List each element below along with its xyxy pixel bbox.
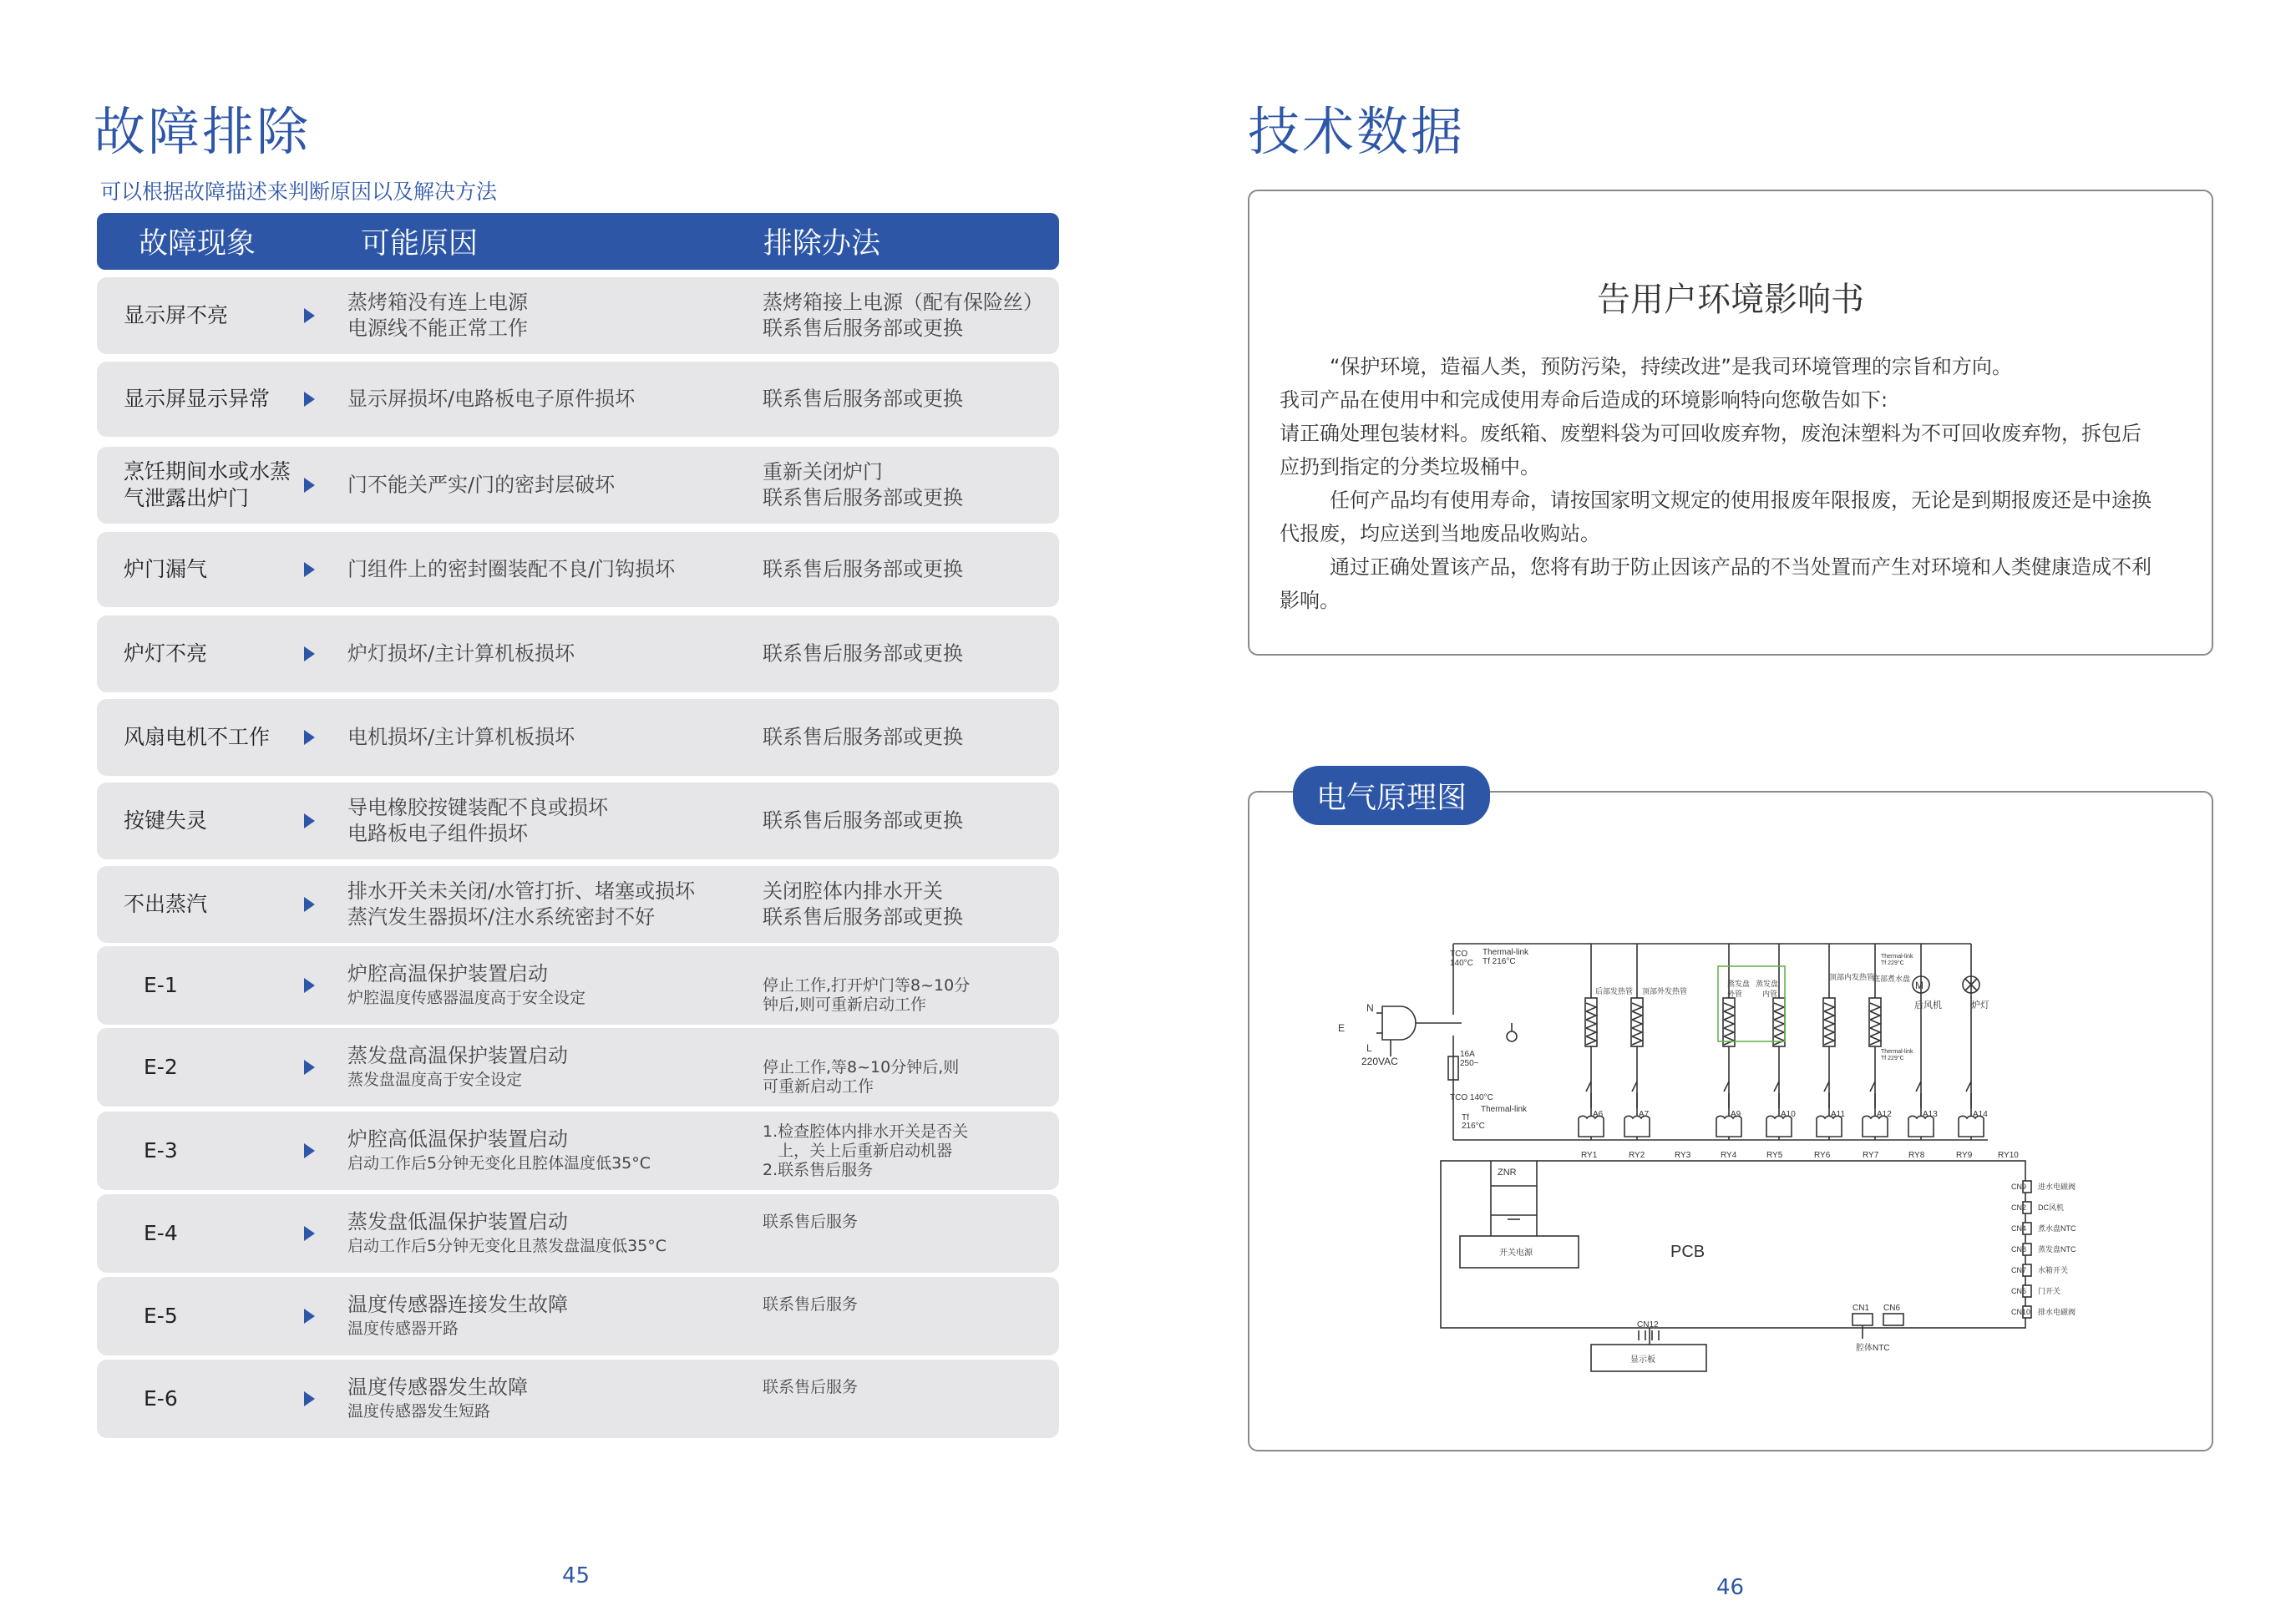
load-sub-outer: 外管 bbox=[1727, 990, 1743, 998]
row-cause bbox=[347, 641, 748, 667]
cause-line: 电机损坏/主计算机板损坏 bbox=[347, 725, 575, 749]
notice-paragraph-5b: 影响。 bbox=[1280, 589, 1340, 612]
connector-function-label: 排水电磁阀 bbox=[2038, 1308, 2076, 1316]
relay-coil bbox=[1959, 1116, 1984, 1137]
cause-note: 启动工作后5分钟无变化且腔体温度低35°C bbox=[347, 1154, 651, 1173]
table-row bbox=[97, 362, 1059, 437]
row-solution bbox=[763, 725, 1055, 751]
row-symptom: 炉门漏气 bbox=[124, 557, 208, 581]
relay-ry-label: RY6 bbox=[1814, 1151, 1831, 1160]
connector-function-label: 蒸发盘NTC bbox=[2038, 1245, 2076, 1254]
solution-line: 钟后,则可重新启动工作 bbox=[763, 995, 927, 1014]
row-solution bbox=[763, 1378, 1055, 1397]
notice-paragraph-3b: 应扔到指定的分类垃圾桶中。 bbox=[1280, 455, 1540, 479]
relay-ry-label: RY9 bbox=[1956, 1151, 1973, 1160]
plug-l: L bbox=[1366, 1042, 1372, 1054]
relay-ry-label: RY8 bbox=[1908, 1151, 1925, 1160]
relay-a-label: A10 bbox=[1781, 1110, 1796, 1119]
row-symptom: 显示屏不亮 bbox=[124, 303, 229, 327]
load-evaporator-2: 蒸发盘 bbox=[1756, 980, 1779, 988]
row-solution bbox=[763, 1295, 1055, 1315]
row-symptom: 不出蒸汽 bbox=[124, 892, 208, 916]
relay-coil bbox=[1817, 1116, 1842, 1137]
notice-body bbox=[1280, 350, 2190, 617]
notice-title: 告用户环境影响书 bbox=[1597, 281, 1864, 319]
table-row bbox=[97, 946, 1059, 1025]
solution-line: 重新关闭炉门 bbox=[763, 460, 883, 484]
row-cause bbox=[347, 473, 748, 499]
cause-line: 导电橡胶按键装配不良或损坏 bbox=[347, 796, 608, 819]
cause-line: 门组件上的密封圈装配不良/门钩损坏 bbox=[347, 557, 676, 581]
row-arrow-icon bbox=[304, 646, 315, 661]
row-cause bbox=[347, 879, 748, 930]
row-arrow-icon bbox=[304, 392, 315, 407]
row-arrow-icon bbox=[304, 897, 315, 912]
row-cause bbox=[347, 1209, 748, 1258]
solution-line: 联系售后服务部或更换 bbox=[763, 317, 963, 340]
solution-line: 2.联系售后服务 bbox=[763, 1161, 874, 1179]
schematic-label: 电气原理图 bbox=[1293, 766, 1490, 825]
solution-line: 联系售后服务部或更换 bbox=[763, 641, 963, 666]
cause-line: 蒸发盘低温保护装置启动 bbox=[347, 1210, 568, 1233]
relay-coil bbox=[1766, 1116, 1792, 1137]
connector-function-label: DC风机 bbox=[2038, 1203, 2064, 1212]
row-symptom: E-4 bbox=[144, 1221, 178, 1245]
page-title-troubleshooting: 故障排除 bbox=[94, 101, 312, 162]
row-cause bbox=[347, 725, 748, 751]
relay-contact bbox=[1824, 1082, 1829, 1108]
solution-line: 停止工作,打开炉门等8~10分 bbox=[763, 976, 971, 995]
solution-line: 联系售后服务部或更换 bbox=[763, 808, 963, 833]
row-solution bbox=[763, 879, 1055, 930]
cavity-ntc-label: 腔体NTC bbox=[1856, 1344, 1890, 1353]
notice-paragraph-2: 我司产品在使用中和完成使用寿命后造成的环境影响特向您敬告如下: bbox=[1280, 388, 1888, 412]
plug-e: E bbox=[1338, 1022, 1346, 1034]
solution-line: 联系售后服务部或更换 bbox=[763, 486, 963, 509]
row-arrow-icon bbox=[304, 1060, 315, 1075]
row-arrow-icon bbox=[304, 1226, 315, 1241]
connector-cn-label: CN4 bbox=[2011, 1224, 2027, 1233]
relay-ry-label: RY1 bbox=[1581, 1151, 1598, 1160]
row-cause bbox=[347, 795, 748, 847]
cause-line: 蒸烤箱没有连上电源 bbox=[347, 291, 528, 314]
relay-a-label: A11 bbox=[1831, 1110, 1846, 1119]
connector-cn-label: CN7 bbox=[2011, 1266, 2027, 1274]
table-row bbox=[97, 1277, 1059, 1355]
connector-function-label: 煮水盘NTC bbox=[2038, 1224, 2076, 1233]
relay-contact bbox=[1966, 1082, 1971, 1108]
plug-voltage: 220VAC bbox=[1361, 1056, 1398, 1067]
solution-line: 1.检查腔体内排水开关是否关 bbox=[763, 1122, 969, 1141]
cause-note: 蒸发盘温度高于安全设定 bbox=[347, 1071, 523, 1089]
row-symptom: E-5 bbox=[144, 1304, 178, 1328]
cause-line: 门不能关严实/门的密封层破坏 bbox=[347, 473, 616, 497]
electrical-schematic bbox=[1328, 914, 2163, 1382]
table-header bbox=[97, 213, 1059, 270]
row-symptom: 烹饪期间水或水蒸气泄露出炉门 bbox=[124, 459, 291, 510]
environment-notice-box bbox=[1248, 190, 2213, 656]
row-arrow-icon bbox=[304, 978, 315, 993]
row-solution bbox=[763, 808, 1055, 834]
cause-line: 电源线不能正常工作 bbox=[347, 317, 528, 340]
row-arrow-icon bbox=[304, 1143, 315, 1158]
table-row bbox=[97, 783, 1059, 859]
row-cause bbox=[347, 557, 748, 583]
relay-coil bbox=[1908, 1116, 1934, 1137]
solution-line: 联系售后服务 bbox=[763, 1295, 859, 1314]
motor-label: 后风机 bbox=[1914, 1000, 1942, 1011]
solution-line: 蒸烤箱接上电源（配有保险丝） bbox=[763, 291, 1043, 314]
notice-paragraph-3a: 请正确处理包装材料。废纸箱、废塑料袋为可回收废弃物，废泡沫塑料为不可回收废弃物，拆包后 bbox=[1280, 422, 2141, 445]
load-evaporator-1: 蒸发盘 bbox=[1727, 980, 1751, 988]
relay-a-label: A9 bbox=[1731, 1110, 1741, 1119]
row-arrow-icon bbox=[304, 1309, 315, 1324]
cause-note: 温度传感器发生短路 bbox=[347, 1402, 491, 1421]
header-solution: 排除办法 bbox=[763, 227, 881, 261]
load-top-inner-heater: 顶部内发热管 bbox=[1829, 973, 1875, 981]
fuse-rating: 16A bbox=[1460, 1050, 1475, 1059]
small-thermal-1: Thermal-link bbox=[1881, 954, 1913, 960]
troubleshooting-subtitle: 可以根据故障描述来判断原因以及解决方法 bbox=[100, 180, 498, 204]
relay-ry-label: RY5 bbox=[1766, 1151, 1783, 1160]
plug-n: N bbox=[1366, 1002, 1374, 1014]
row-arrow-icon bbox=[304, 730, 315, 745]
page-title-technical-data: 技术数据 bbox=[1248, 101, 1466, 162]
thermal-bottom-temp: 216°C bbox=[1462, 1122, 1485, 1131]
small-thermal-2: Thermal-link bbox=[1881, 1049, 1913, 1055]
motor-symbol: M bbox=[1915, 980, 1923, 991]
row-cause bbox=[347, 1043, 748, 1092]
row-solution bbox=[763, 290, 1055, 342]
load-sub-inner: 内管 bbox=[1762, 990, 1778, 998]
row-symptom: 按键失灵 bbox=[124, 808, 208, 833]
cause-note: 炉腔温度传感器温度高于安全设定 bbox=[347, 989, 586, 1007]
solution-line: 联系售后服务部或更换 bbox=[763, 725, 963, 749]
row-arrow-icon bbox=[304, 478, 315, 493]
row-symptom: E-2 bbox=[144, 1055, 178, 1079]
cause-line: 炉腔高低温保护装置启动 bbox=[347, 1127, 568, 1151]
znr-label: ZNR bbox=[1498, 1168, 1517, 1178]
connector-cn-label: CN9 bbox=[2011, 1183, 2027, 1191]
display-board-label: 显示板 bbox=[1630, 1355, 1655, 1365]
notice-paragraph-5a: 通过正确处置该产品，您将有助于防止因该产品的不当处置而产生对环境和人类健康造成不利 bbox=[1330, 555, 2152, 579]
small-thermal-2-temp: Tf 229°C bbox=[1881, 1056, 1904, 1061]
relay-coil bbox=[1863, 1116, 1888, 1137]
thermal-bottom-tf: Tf bbox=[1462, 1113, 1469, 1122]
header-cause: 可能原因 bbox=[361, 227, 479, 261]
thermal-bottom-label: Thermal-link bbox=[1481, 1105, 1528, 1114]
cause-line: 蒸汽发生器损坏/注水系统密封不好 bbox=[347, 905, 656, 929]
notice-paragraph-4b: 代报废，均应送到当地废品收购站。 bbox=[1280, 522, 1600, 545]
row-symptom: E-1 bbox=[144, 973, 178, 997]
cn12-label: CN12 bbox=[1637, 1320, 1659, 1330]
load-top-outer-heater: 顶部外发热管 bbox=[1642, 987, 1688, 995]
relay-a-label: A7 bbox=[1639, 1110, 1650, 1119]
notice-paragraph-1: “保护环境，造福人类，预防污染，持续改进”是我司环境管理的宗旨和方向。 bbox=[1330, 355, 2012, 378]
relay-ry-label: RY3 bbox=[1675, 1151, 1691, 1160]
row-arrow-icon bbox=[304, 562, 315, 577]
row-symptom: 显示屏显示异常 bbox=[124, 387, 271, 411]
row-solution bbox=[763, 641, 1055, 667]
table-row bbox=[97, 866, 1059, 943]
cause-line: 炉腔高温保护装置启动 bbox=[347, 962, 548, 985]
tco-top-temp: 140°C bbox=[1450, 959, 1473, 968]
connector-function-label: 水箱开关 bbox=[2038, 1266, 2069, 1274]
cause-line: 显示屏损坏/电路板电子原件损坏 bbox=[347, 387, 636, 411]
row-cause bbox=[347, 961, 748, 1010]
table-row bbox=[97, 1360, 1059, 1438]
header-symptom: 故障现象 bbox=[139, 227, 256, 261]
relay-contact bbox=[1916, 1082, 1921, 1108]
cn1-label: CN1 bbox=[1853, 1304, 1870, 1313]
relay-coil bbox=[1579, 1116, 1604, 1137]
solution-line: 上，关上后重新启动机器 bbox=[763, 1142, 953, 1160]
row-arrow-icon bbox=[304, 308, 315, 323]
relay-coil bbox=[1716, 1116, 1741, 1137]
table-row bbox=[97, 1194, 1059, 1273]
relay-ry-label: RY7 bbox=[1863, 1151, 1879, 1160]
table-row bbox=[97, 699, 1059, 776]
pcb-label: PCB bbox=[1670, 1243, 1706, 1261]
table-row bbox=[97, 1112, 1059, 1190]
cause-line: 温度传感器连接发生故障 bbox=[347, 1293, 568, 1316]
cause-note: 温度传感器开路 bbox=[347, 1320, 459, 1338]
relay-a-label: A12 bbox=[1877, 1110, 1892, 1119]
lamp-label: 炉灯 bbox=[1971, 1000, 1989, 1011]
connector-cn-label: CN6 bbox=[2011, 1287, 2027, 1295]
row-cause bbox=[347, 290, 748, 342]
row-solution bbox=[763, 976, 1055, 1015]
solution-line: 联系售后服务 bbox=[763, 1213, 859, 1231]
relay-a-label: A6 bbox=[1593, 1110, 1604, 1119]
relay-a-label: A14 bbox=[1973, 1110, 1988, 1119]
relay-contact bbox=[1870, 1082, 1875, 1108]
cause-line: 蒸发盘高温保护装置启动 bbox=[347, 1044, 568, 1067]
power-supply-label: 开关电源 bbox=[1499, 1249, 1533, 1258]
load-bottom-boiler: 底部煮水盘 bbox=[1873, 975, 1911, 983]
load-rear-heater: 后部发热管 bbox=[1595, 987, 1634, 995]
cause-line: 温度传感器发生故障 bbox=[347, 1375, 528, 1399]
row-symptom: 炉灯不亮 bbox=[124, 641, 208, 666]
row-solution bbox=[763, 387, 1055, 413]
connector-cn-label: CN2 bbox=[2011, 1203, 2027, 1212]
table-row bbox=[97, 277, 1059, 354]
relay-coil bbox=[1624, 1116, 1650, 1137]
relay-contact bbox=[1724, 1082, 1729, 1108]
row-solution bbox=[763, 459, 1055, 511]
tco-top-label: TCO bbox=[1450, 950, 1468, 959]
row-cause bbox=[347, 1292, 748, 1340]
page-number-left: 45 bbox=[562, 1563, 590, 1588]
relay-ry-label: RY2 bbox=[1629, 1151, 1645, 1160]
row-symptom: E-3 bbox=[144, 1138, 178, 1163]
row-cause bbox=[347, 1375, 748, 1423]
solution-line: 联系售后服务部或更换 bbox=[763, 557, 963, 581]
relay-ry-label: RY4 bbox=[1721, 1151, 1737, 1160]
row-cause bbox=[347, 1127, 748, 1175]
table-row bbox=[97, 532, 1059, 607]
relay-contact bbox=[1774, 1082, 1779, 1108]
row-solution bbox=[763, 1058, 1055, 1097]
cn6-label: CN6 bbox=[1883, 1304, 1901, 1313]
relay-a-label: A13 bbox=[1923, 1110, 1938, 1119]
solution-line: 关闭腔体内排水开关 bbox=[763, 879, 943, 903]
fuse-voltage: 250~ bbox=[1460, 1059, 1479, 1068]
tco-bottom-label: TCO 140°C bbox=[1450, 1093, 1493, 1102]
row-solution bbox=[763, 1213, 1055, 1232]
row-arrow-icon bbox=[304, 813, 315, 828]
row-solution bbox=[763, 1122, 1055, 1180]
relay-contact bbox=[1586, 1082, 1591, 1108]
cause-note: 启动工作后5分钟无变化且蒸发盘温度低35°C bbox=[347, 1237, 667, 1255]
cause-line: 电路板电子组件损坏 bbox=[347, 822, 528, 845]
cause-line: 炉灯损坏/主计算机板损坏 bbox=[347, 641, 575, 666]
cause-line: 排水开关未关闭/水管打折、堵塞或损坏 bbox=[347, 879, 696, 903]
table-row bbox=[97, 1028, 1059, 1107]
notice-paragraph-4a: 任何产品均有使用寿命，请按国家明文规定的使用报废年限报废，无论是到期报废还是中途换 bbox=[1330, 489, 2152, 512]
solution-line: 可重新启动工作 bbox=[763, 1077, 874, 1096]
table-row bbox=[97, 447, 1059, 524]
connector-function-label: 门开关 bbox=[2038, 1287, 2061, 1295]
relay-contact bbox=[1632, 1082, 1637, 1108]
connector-cn-label: CN10 bbox=[2011, 1308, 2031, 1316]
solution-line: 停止工作,等8~10分钟后,则 bbox=[763, 1058, 960, 1076]
row-solution bbox=[763, 557, 1055, 583]
row-cause bbox=[347, 387, 748, 413]
thermal-top-label: Thermal-link bbox=[1483, 948, 1529, 957]
solution-line: 联系售后服务部或更换 bbox=[763, 905, 963, 929]
table-row bbox=[97, 615, 1059, 692]
row-symptom: E-6 bbox=[144, 1386, 178, 1411]
relay-ry-label: RY10 bbox=[1998, 1151, 2019, 1160]
thermal-top-temp: Tf 216°C bbox=[1483, 957, 1516, 966]
row-arrow-icon bbox=[304, 1391, 315, 1406]
solution-line: 联系售后服务部或更换 bbox=[763, 387, 963, 411]
row-symptom: 风扇电机不工作 bbox=[124, 725, 271, 749]
solution-line: 联系售后服务 bbox=[763, 1378, 859, 1396]
connector-cn-label: CN8 bbox=[2011, 1245, 2027, 1254]
page-number-right: 46 bbox=[1716, 1575, 1745, 1600]
small-thermal-1-temp: Tf 229°C bbox=[1881, 960, 1904, 966]
connector-function-label: 进水电磁阀 bbox=[2038, 1183, 2076, 1191]
